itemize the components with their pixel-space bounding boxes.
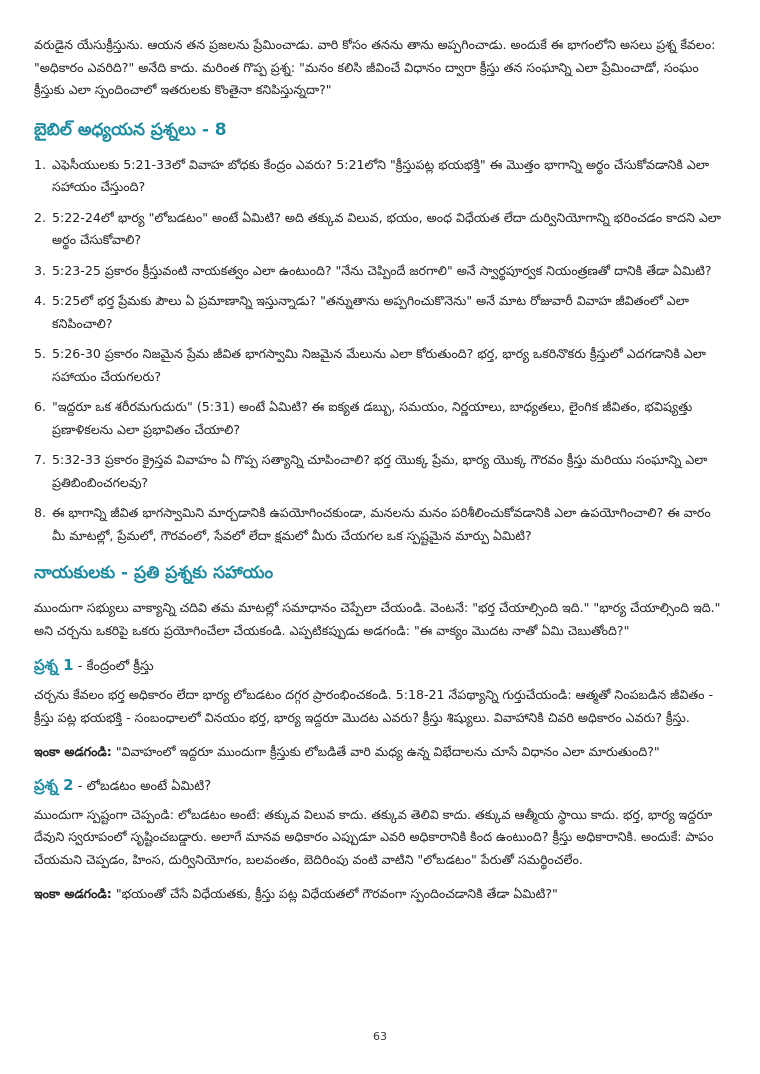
leader-help-heading: నాయకులకు - ప్రతి ప్రశ్నకు సహాయం	[34, 563, 274, 583]
page-content	[34, 34, 724, 916]
intro-paragraph: వరుడైన యేసుక్రీస్తును. ఆయన తన ప్రజలను ప్రేమించాడు. వారి కోసం తనను తాను అప్పగించాడు. అందుకే ఈ భాగంలోని అసలు ప్రశ్న కేవలం: "అధికారం ఎవరిది?" అనేది కాదు. మరింత గొప్ప ప్రశ్న: "మనం కలిసి జీవించే విధానం ద్వారా క్రీస్తు తన సంఘాన్ని ఎలా ప్రేమించాడో, సంఘం క్రీస్తుకు ఎలా స్పందించాలో ఇతరులకు కొంతైనా కనిపిస్తున్నదా?"	[34, 37, 716, 97]
page-number: 63	[373, 1030, 387, 1043]
study-questions-heading: బైబిల్ అధ్యయన ప్రశ్నలు - 8	[34, 119, 227, 140]
list-item: 3. 5:23-25 ప్రకారం క్రీస్తువంటి నాయకత్వం ఎలా ఉంటుంది? "నేను చెప్పిందే జరగాలి" అనే స్వార్థపూర్వక నియంత్రణతో దానికి తేడా ఏమిటి?	[34, 262, 712, 278]
list-item: 8. ఈ భాగాన్ని జీవిత భాగస్వామిని మార్చడానికి ఉపయోగించకుండా, మనలను మనం పరిశీలించుకోవడానికి ఎలా ఉపయోగించాలి? ఈ వారం మీ మాటల్లో, ప్రేమలో, గౌరవంలో, సేవలో లేదా క్షమలో మీరు చేయగల ఒక స్పష్టమైన మార్పు ఏమిటి?	[34, 505, 711, 543]
ask-more-paragraph: ఇంకా అడగండి: "వివాహంలో ఇద్దరూ ముందుగా క్రీస్తుకు లోబడితే వారి మధ్య ఉన్న విభేదాలను చూసే విధానం ఎలా మారుతుంది?"	[34, 744, 660, 759]
list-item: 7. 5:32-33 ప్రకారం క్రైస్తవ వివాహం ఏ గొప్ప సత్యాన్ని చూపించాలి? భర్త యొక్క ప్రేమ, భార్య యొక్క గౌరవం క్రీస్తు మరియు సంఘాన్ని ఎలా ప్రతిబింబించగలవు?	[34, 452, 708, 490]
leader-intro-paragraph: ముందుగా సభ్యులు వాక్యాన్ని చదివి తమ మాటల్లో సమాధానం చెప్పేలా చేయండి. వెంటనే: "భర్త చేయాల్సింది ఇది." "భార్య చేయాల్సింది ఇది." అని చర్చను ఒకరిపై ఒకరు ప్రయోగించేలా చేయకండి. ఎప్పటికప్పుడు అడగండి: "ఈ వాక్యం మొదట నాతో ఏమి చెబుతోంది?"	[34, 600, 721, 638]
list-item: 4. 5:25లో భర్త ప్రేమకు పౌలు ఏ ప్రమాణాన్ని ఇస్తున్నాడు? "తన్నుతాను అప్పగించుకొనెను" అనే మాట రోజువారీ వివాహ జీవితంలో ఎలా కనిపించాలి?	[34, 293, 689, 331]
question-help-heading: ప్రశ్న 2 - లోబడటం అంటే ఏమిటి?	[34, 775, 212, 794]
study-questions-list	[34, 154, 724, 548]
list-item: 2. 5:22-24లో భార్య "లోబడటం" అంటే ఏమిటి? అది తక్కువ విలువ, భయం, అంధ విధేయత లేదా దుర్వినియోగాన్ని భరించడం కాదని ఎలా అర్థం చేసుకోవాలి?	[34, 209, 721, 247]
question-help-body: ముందుగా స్పష్టంగా చెప్పండి: లోబడటం అంటే: తక్కువ విలువ కాదు. తక్కువ తెలివి కాదు. తక్కువ ఆత్మీయ స్థాయి కాదు. భర్త, భార్య ఇద్దరూ దేవుని స్వరూపంలో సృష్టించబడ్డారు. అలాగే మానవ అధికారం ఎప్పుడూ ఎవరి అధికారానికి కింద ఉంటుంది? క్రీస్తు అధికారానికి. అందుకే: పాపం చేయమని చెప్పడం, హింస, దుర్వినియోగం, బలవంతం, బెదిరింపు వంటి వాటిని "లోబడటం" పేరుతో సమర్థించలేం.	[34, 806, 714, 867]
question-help-body: చర్చను కేవలం భర్త అధికారం లేదా భార్య లోబడటం దగ్గర ప్రారంభించకండి. 5:18-21 నేపథ్యాన్ని గుర్తుచేయండి: ఆత్మతో నింపబడిన జీవితం - క్రీస్తు పట్ల భయభక్తి - సంబంధాలలో వినయం భర్త, భార్య ఇద్దరూ మొదట ఎవరు? క్రీస్తు శిష్యులు. వివాహానికి చివరి అధికారం ఎవరు? క్రీస్తు.	[34, 687, 714, 725]
list-item: 5. 5:26-30 ప్రకారం నిజమైన ప్రేమ జీవిత భాగస్వామి నిజమైన మేలును ఎలా కోరుతుంది? భర్త, భార్య ఒకరినొకరు క్రీస్తులో ఎదగడానికి ఎలా సహాయం చేయగలరు?	[34, 346, 706, 384]
list-item: 1. ఎఫెసీయులకు 5:21-33లో వివాహ బోధకు కేంద్రం ఎవరు? 5:21లోని "క్రీస్తుపట్ల భయభక్తి" ఈ మొత్తం భాగాన్ని అర్థం చేసుకోవడానికి ఎలా సహాయం చేస్తుంది?	[34, 156, 710, 194]
question-help-heading: ప్రశ్న 1 - కేంద్రంలో క్రీస్తు	[34, 656, 154, 674]
list-item: 6. "ఇద్దరూ ఒక శరీరమగుదురు" (5:31) అంటే ఏమిటి? ఈ ఐక్యత డబ్బు, సమయం, నిర్ణయాలు, బాధ్యతలు, లైంగిక జీవితం, భవిష్యత్తు ప్రణాళికలను ఎలా ప్రభావితం చేయాలి?	[34, 399, 693, 437]
ask-more-paragraph: ఇంకా అడగండి: "భయంతో చేసే విధేయతకు, క్రీస్తు పట్ల విధేయతలో గౌరవంగా స్పందించడానికి తేడా ఏమిటి?"	[34, 886, 558, 901]
